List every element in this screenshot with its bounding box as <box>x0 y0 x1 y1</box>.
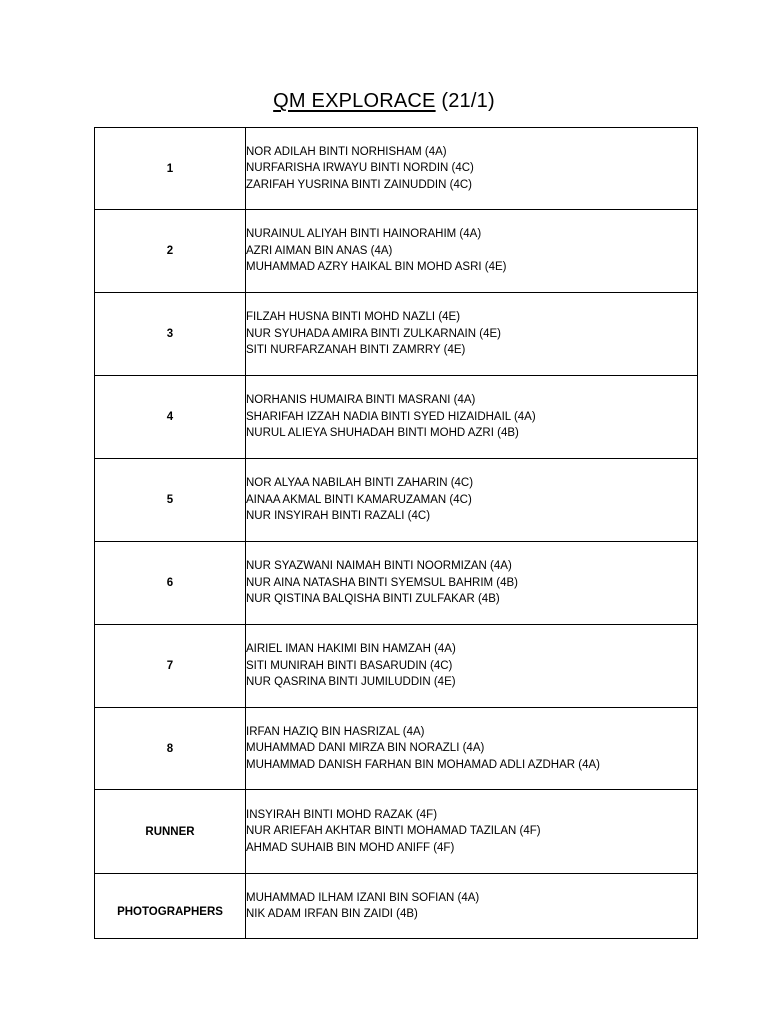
group-label: 5 <box>95 459 246 542</box>
member-name: NUR ARIEFAH AKHTAR BINTI MOHAMAD TAZILAN (4F) <box>246 825 541 838</box>
group-label: 3 <box>95 293 246 376</box>
member-name: NOR ADILAH BINTI NORHISHAM (4A) <box>246 145 447 158</box>
table-row <box>95 790 698 874</box>
member-name: MUHAMMAD DANI MIRZA BIN NORAZLI (4A) <box>246 742 485 755</box>
group-label: PHOTOGRAPHERS <box>95 874 246 939</box>
table-row <box>95 459 698 542</box>
member-name: AIRIEL IMAN HAKIMI BIN HAMZAH (4A) <box>246 643 456 656</box>
member-name: NURUL ALIEYA SHUHADAH BINTI MOHD AZRI (4B) <box>246 427 519 440</box>
member-name: NURAINUL ALIYAH BINTI HAINORAHIM (4A) <box>246 228 482 241</box>
title-date: (21/1) <box>441 90 495 112</box>
member-name: IRFAN HAZIQ BIN HASRIZAL (4A) <box>246 725 425 738</box>
group-label: 7 <box>95 625 246 708</box>
member-name: FILZAH HUSNA BINTI MOHD NAZLI (4E) <box>246 311 461 324</box>
member-name: ZARIFAH YUSRINA BINTI ZAINUDDIN (4C) <box>246 178 472 191</box>
group-label: 8 <box>95 708 246 790</box>
group-label: RUNNER <box>95 790 246 874</box>
group-members <box>246 708 698 790</box>
member-name: SHARIFAH IZZAH NADIA BINTI SYED HIZAIDHAIL (4A) <box>246 410 536 423</box>
member-name: NOR ALYAA NABILAH BINTI ZAHARIN (4C) <box>246 477 474 490</box>
document-title <box>0 88 768 114</box>
member-name: MUHAMMAD ILHAM IZANI BIN SOFIAN (4A) <box>246 891 480 904</box>
member-name: AHMAD SUHAIB BIN MOHD ANIFF (4F) <box>246 841 455 854</box>
member-name: NIK ADAM IRFAN BIN ZAIDI (4B) <box>246 908 418 920</box>
member-name: NORHANIS HUMAIRA BINTI MASRANI (4A) <box>246 394 476 407</box>
table-row <box>95 376 698 459</box>
group-label: 1 <box>95 128 246 210</box>
group-members <box>246 459 698 542</box>
table-row <box>95 128 698 210</box>
groups-table <box>94 127 698 939</box>
group-label: 4 <box>95 376 246 459</box>
group-label: 2 <box>95 210 246 293</box>
group-members <box>246 210 698 293</box>
member-name: SITI NURFARZANAH BINTI ZAMRRY (4E) <box>246 344 466 357</box>
group-members <box>246 874 698 939</box>
group-members <box>246 376 698 459</box>
member-name: NUR AINA NATASHA BINTI SYEMSUL BAHRIM (4B) <box>246 576 519 589</box>
member-name: SITI MUNIRAH BINTI BASARUDIN (4C) <box>246 659 453 672</box>
group-members <box>246 293 698 376</box>
title-main: QM EXPLORACE <box>273 90 436 112</box>
member-name: NURFARISHA IRWAYU BINTI NORDIN (4C) <box>246 162 474 175</box>
table-row <box>95 210 698 293</box>
member-name: MUHAMMAD DANISH FARHAN BIN MOHAMAD ADLI AZDHAR (4A) <box>246 758 600 771</box>
group-members <box>246 625 698 708</box>
member-name: AZRI AIMAN BIN ANAS (4A) <box>246 244 393 257</box>
member-name: NUR SYUHADA AMIRA BINTI ZULKARNAIN (4E) <box>246 327 501 340</box>
member-name: NUR SYAZWANI NAIMAH BINTI NOORMIZAN (4A) <box>246 560 512 573</box>
table-row <box>95 625 698 708</box>
member-name: INSYIRAH BINTI MOHD RAZAK (4F) <box>246 808 438 821</box>
member-name: MUHAMMAD AZRY HAIKAL BIN MOHD ASRI (4E) <box>246 261 507 274</box>
member-name: NUR QASRINA BINTI JUMILUDDIN (4E) <box>246 676 456 689</box>
table-row <box>95 293 698 376</box>
table-row <box>95 542 698 625</box>
group-members <box>246 542 698 625</box>
member-name: NUR QISTINA BALQISHA BINTI ZULFAKAR (4B) <box>246 593 500 606</box>
table-row <box>95 708 698 790</box>
table-row <box>95 874 698 939</box>
member-name: AINAA AKMAL BINTI KAMARUZAMAN (4C) <box>246 493 472 506</box>
group-label: 6 <box>95 542 246 625</box>
group-members <box>246 128 698 210</box>
group-members <box>246 790 698 874</box>
member-name: NUR INSYIRAH BINTI RAZALI (4C) <box>246 510 431 523</box>
